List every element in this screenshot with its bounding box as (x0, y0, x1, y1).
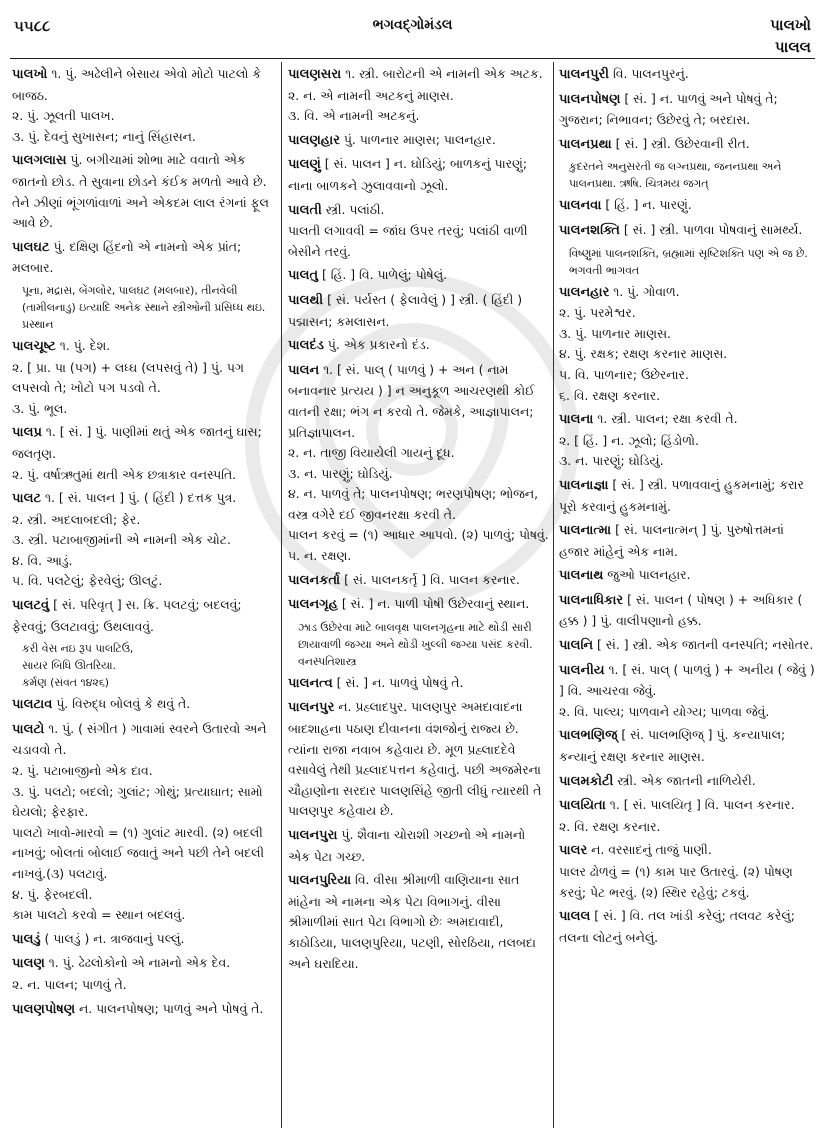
entry-definition: [ સં. પાલભણિજ્ ] પું. કન્યાપાલ; કન્યાનું રક્ષણ કરનાર માણસ. (559, 727, 786, 765)
entry-definition: [ સં. પરિવૃત્ ] સ. ક્રિ. પલટવું; બદલવું; ફેરવવું; ઉલટાવવું; ઉથલાવવું. (12, 597, 242, 634)
dictionary-entry (559, 282, 817, 407)
entry-definition: વિ. પાલનપુરનું. (609, 66, 689, 81)
dictionary-entry (12, 694, 274, 716)
entry-definition: [ સં. ] ન. પાળવું પોષવું તે. (332, 674, 464, 690)
dictionary-entry (559, 195, 817, 217)
entry-headword: પાલભણિજ્ (559, 728, 618, 744)
entry-definition: [ સં. ] સ્ત્રી. પળાવવાનું હુકમનામું; કરાર પૂરો કરવાનું હુકમનામું. (559, 476, 804, 514)
page-header (0, 0, 825, 58)
entry-definition: [ સં. પર્યસ્ત ( ફેલાવેલું ) ] સ્ત્રી. ( હિંદી ) પદ્માસન; કમલાસન. (288, 291, 523, 329)
dictionary-entry (559, 520, 817, 562)
dictionary-entry (288, 154, 550, 196)
column-divider (553, 62, 554, 1128)
entry-definition: [ સં. પાલન ( પોષણ ) + અધિકાર ( હક્ક ) ] પું. વાલીપણાનો હક્ક. (559, 591, 803, 629)
dictionary-entry (12, 595, 274, 637)
citation-quote: કરી વેસ નઇ રૂપ પાલટિઉં, સાયર બિધિ ઊતરિયા. કર્મણ (સંવત ૧૪૨૬) (22, 642, 134, 690)
dictionary-entry (12, 719, 274, 926)
entry-definition: [ સં. પાલનકર્તૃ ] વિ. પાલન કરનાર. (340, 571, 520, 587)
entry-headword: પાલપ્ર (12, 425, 42, 441)
entry-definition: [ સં. પાલનાત્મન્ ] પું. પુરુષોત્તમનાં હજાર માંહેનું એક નામ. (559, 522, 784, 559)
dictionary-entry (288, 594, 550, 616)
entry-headword: પાલનાત્મા (559, 523, 612, 539)
entry-headword: પાલનકર્તા (288, 572, 341, 588)
entry-headword: પાલગલાસ (12, 153, 67, 169)
dictionary-entry (288, 64, 550, 127)
dictionary-entry (12, 150, 274, 233)
citation-quote: ઝાડ ઉછેરવા માટે બાલવૃક્ષ પાલનગૃહના માટે થોડી સારી છાયાવાળી જગ્યા અને થોડી ખુલ્લી જગ્યા પસંદ કરવી. વનસ્પતિશાસ્ત્ર (298, 620, 533, 668)
entry-headword: પાલણ (12, 956, 45, 972)
dictionary-entry (559, 725, 817, 767)
dictionary-entry (12, 64, 274, 147)
dictionary-entry (288, 265, 550, 287)
entry-headword: પાલટવું (12, 598, 50, 614)
dictionary-entry (559, 635, 817, 657)
dictionary-entry (559, 64, 817, 86)
dictionary-entry (559, 89, 817, 131)
entry-headword: પાલતી (288, 202, 322, 218)
entry-headword: પાલનપ્રથા (559, 136, 612, 152)
dictionary-entry (12, 999, 274, 1021)
entry-headword: પાલલ (559, 909, 591, 925)
entry-headword: પાલખો (12, 67, 48, 82)
entry-headword: પાલનપોષણ (559, 91, 621, 107)
dictionary-entry (559, 134, 817, 156)
entry-definition: ન. પ્રહ્લાદપુર. પાલણપુર અમદાવાદના બાદશાહના પઠાણ દીવાનના વંશજોનું રાજ્ય છે. ત્યાંના રાજા નવાબ કહેવાય છે. મૂળ પ્રહ્લાદદેવે વસાવેલું તેથી પ્રહ્લાદપત્તન કહેવાતું. પછી અજમેરના ચૌહાણોના સરદાર પાલણસિંહે જીતી લીધું ત્યારથી તે પાલણપુર કહેવાય છે. (288, 699, 542, 819)
dictionary-entry (288, 200, 550, 263)
entry-headword: પાલનીય (559, 662, 605, 678)
column-divider (281, 62, 282, 1128)
entry-definition: ( પાલડું ) ન. ત્રાજવાનું પલ્લું. (40, 930, 185, 946)
entry-definition: વિ. વીસા શ્રીમાળી વાણિયાના સાત માંહેના એ નામના એક પેટા વિભાગનું. વીસા શ્રીમાળીમાં સાત પેટા વિભાગો છેઃ અમદાવાદી, કાઠોડિયા, પાલણપુરિયા, પટણી, સોરઠિયા, તલબદા અને ઘરાદિયા. (288, 872, 536, 971)
entry-headword: પાલનપુરિયા (288, 873, 352, 889)
header-rule (10, 58, 815, 59)
dictionary-entry (559, 795, 817, 837)
dictionary-entry (559, 590, 817, 632)
entry-headword: પાલર (559, 843, 588, 859)
entry-definition: [ સં. પાલન ] ન. ઘોડિયું; બાળકનું પારણું; નાના બાળકને ઝુલાવવાનો ઝૂલો. (288, 156, 527, 193)
entry-headword: પાલચૂષ્ટ (12, 338, 56, 354)
dictionary-entry (12, 336, 274, 419)
dictionary-entry (288, 673, 550, 695)
column-2 (288, 64, 550, 1126)
entry-headword: પાલન (288, 362, 320, 378)
entry-definition: [ સં. ] સ્ત્રી. એક જાતની વનસ્પતિ; નસોતર. (593, 637, 814, 653)
entry-definition: પું. એક પ્રકારનો દંડ. (323, 337, 430, 353)
entry-definition: ૧. સ્ત્રી. બારોટની એ નામની એક અટક. ૨. ન. એ નામની અટકનું માણસ. ૩. વિ. એ નામની અટકનું. (288, 66, 543, 124)
entry-headword: પાલદંડ (288, 338, 324, 354)
citation-quote: કુદરતને અનુસરતી જ લગ્નપ્રથા, જનનપ્રથા અને પાલનપ્રથા. ઋષિ. ચિત્રમય જગત્ (569, 160, 782, 191)
entry-definition: [ હિં. ] વિ. પાળેલું; પોષેલું. (318, 267, 448, 283)
entry-definition: ૧. [ સં. ] પું. પાણીમાં થતું એક જાતનું ઘાસ; જલતૃણ. ૨. પું. વર્ષાઋતુમાં થતી એક છત્રાકાર વનસ્પતિ. (12, 424, 262, 482)
entry-definition: ૧. પું. ( સંગીત ) ગાવામાં સ્વરને ઉતારવો અને ચડાવવો તે. ૨. પું. પટાબાજીનો એક દાવ. ૩. પું. પલટો; બદલો; ગુલાંટ; ગોથું; પ્રત્યાઘાત; સામો ઘેયલો; ફેરફાર. પાલટો ખાવો-મારવો = (૧) ગુલાંટ મારવી. (૨) બદલી નાખવું; બોલતાં બોલાઈ જવાતું અને પછી તેને બદલી નાખવું.(૩) પલટાવું. ૪. પું. ફેરબદલી. કામ પાલટો કરવો = સ્થાન બદલવું. (12, 720, 267, 923)
entry-headword: પાલનાજ્ઞા (559, 477, 609, 493)
dictionary-entry (12, 929, 274, 951)
dictionary-entry (288, 360, 550, 567)
entry-definition: ન. વરસાદનું તાજું પાણી. પાલર ઢોળવું = (૧) કામ પાર ઉતારવું. (૨) પોષણ કરવું; પેટ ભરવું. (૨) સ્થિર રહેવું; ટકવું. (559, 842, 793, 900)
entry-headword: પાલણું (288, 157, 321, 173)
running-title: ભગવદ્‌ગોમંડલ (372, 17, 453, 33)
entry-definition: જુઓ પાલનહાર. (603, 567, 691, 583)
dictionary-entry (288, 335, 550, 357)
entry-definition: પું. વિરુદ્ધ બોલવું કે થવું તે. (52, 696, 191, 712)
entry-definition: ૧. પું. અઢેલીને બેસાય એવો મોટો પાટલો કે બાજઠ. ૨. પું. ઝૂલતી પાલખ. ૩. પું. દેવનું સુખાસન; નાનું સિંહાસન. (12, 66, 261, 144)
entry-definition: પું. શૈવાના ચોરાશી ગચ્છનો એ નામનો એક પેટા ગચ્છ. (288, 827, 526, 864)
entry-definition: [ સં. ] ન. પાળી પોષી ઉછેરવાનું સ્થાન. (337, 596, 530, 612)
dictionary-entry (288, 290, 550, 332)
column-3 (559, 64, 817, 1126)
dictionary-entry (559, 409, 817, 472)
entry-definition: પું. પાળનાર માણસ; પાલનહાર. (339, 131, 496, 147)
dictionary-entry (12, 237, 274, 279)
dictionary-entry (559, 771, 817, 793)
dictionary-entry (559, 906, 817, 948)
entry-headword: પાલટો (12, 721, 45, 737)
dictionary-entry (288, 825, 550, 867)
dictionary-entry (559, 660, 817, 723)
entry-definition: પું. બગીચામાં શોભા માટે વવાતો એક જાતનો છોડ. તે સુવાના છોડને કંઈક મળતો આવે છે. તેને ઝીણાં ભૂંગળાંવાળાં અને એકદમ લાલ રંગનાં ફૂલ આવે છે. (12, 152, 269, 231)
entry-definition: [ સં. ] સ્ત્રી. ઉછેરવાની રીત. (611, 135, 750, 151)
entry-definition: [ સં. ] ન. પાળવું અને પોષવું તે; ગુજરાન; નિભાવન; ઉછેરવું તે; બરદાસ. (559, 90, 778, 128)
entry-headword: પાલનપુરા (288, 828, 338, 843)
entry-definition: ૧. સ્ત્રી. પાલન; રક્ષા કરવી તે. ૨. [ હિં. ] ન. ઝૂલો; હિંડોળો. ૩. ન. પારણું; ઘોડિયું. (559, 411, 738, 469)
entry-definition: ૧. [ સં. પાલન ] પું. ( હિંદી ) દત્તક પુત્ર. ૨. સ્ત્રી. અદલાબદલી; ફેર. ૩. સ્ત્રી. પટાબાજીમાંની એ નામની એક ચોટ. ૪. વિ. આડું. ૫. વિ. પલટેલું; ફેરવેલું; ઊલટું. (12, 490, 237, 589)
entry-headword: પાલયિતા (559, 798, 606, 814)
entry-definition: ૧. [ સં. પાલ્ ( પાળવું ) + અનીય ( જેવું ) ] વિ. આચરવા જેવું. ૨. વિ. પાલ્ય; પાળવાને યોગ્ય; પાળવા જેવું. (559, 661, 815, 719)
entry-definition: ૧. પું. ગોવાળ. ૨. પું. પરમેશ્વર. ૩. પું. પાળનાર માણસ. ૪. પું. રક્ષક; રક્ષણ કરનાર માણસ. ૫. વિ. પાળનાર; ઉછેરનાર. ૬. વિ. રક્ષણ કરનાર. (559, 283, 728, 403)
dictionary-entry (12, 953, 274, 995)
entry-headword: પાલતુ (288, 268, 319, 284)
entry-definition: [ સં. ] વિ. તલ ખાંડી કરેલું; તલવટ કરેલું; તલના લોટનું બનેલું. (559, 908, 795, 945)
entry-headword: પાલનપુર (288, 700, 335, 716)
entry-headword: પાલનપુરી (559, 67, 610, 82)
entry-headword: પાલનાધિકાર (559, 592, 624, 608)
entry-headword: પાલનત્વ (288, 675, 333, 691)
entry-headword: પાલણપોષણ (12, 1001, 76, 1017)
entry-headword: પાલનિ (559, 638, 594, 654)
dictionary-entry (12, 488, 274, 592)
entry-headword: પાલનગૃહ (288, 597, 338, 613)
entry-definition: ૧. પું. દેશ. ૨. [ પ્રા. પા (પગ) + લધ્ઘ (લપસવું તે) ] પું. પગ લપસવો તે; ખોટો પગ પડવો તે. ૩. પું. ભૂલ. (12, 337, 244, 416)
entry-headword: પાલનહાર (559, 284, 610, 300)
entry-headword: પાલમકોટી (559, 773, 614, 789)
entry-definition: ૧. પું. ઢેઢલોકોનો એ નામનો એક દેવ. ૨. ન. પાલન; પાળવું તે. (12, 955, 231, 992)
entry-headword: પાલડું (12, 931, 41, 947)
dictionary-entry (559, 565, 817, 587)
entry-headword: પાલનવા (559, 198, 602, 214)
entry-definition: ૧. [ સં. પાલ્ ( પાળવું ) + અન ( નામ બનાવનાર પ્રત્યય ) ] ન અનુકૂળ આચરણથી કોઈ વાતની રક્ષા; ભંગ ન કરવો તે. જેમકે, આજ્ઞાપાલન; પ્રતિજ્ઞાપાલન. ૨. ન. તાજી વિયાયેલી ગાયનું દૂધ. ૩. ન. પારણું; ઘોડિયું. ૪. ન. પાળવું તે; પાલનપોષણ; ભરણપોષણ; ભોજન, વસ્ત્ર વગેરે દઈ જીવનરક્ષા કરવી તે. પાલન કરવું = (૧) આધાર આપવો. (૨) પાળવું; પોષવું. ૫. ન. રક્ષણ. (288, 361, 549, 564)
entry-definition: [ સં. ] સ્ત્રી. પાળવા પોષવાનું સામર્થ્ય. (619, 221, 803, 237)
entry-headword: પાલઘટ (12, 239, 50, 255)
dictionary-entry (559, 220, 817, 242)
entry-headword: પાલનશક્તિ (559, 222, 620, 238)
citation-quote: વિષ્ણુમાં પાલનશક્તિ, બ્રહ્મામાં સૃષ્ટિશક્તિ પણ એ જ છે. ભગવતી ભાગવત (569, 246, 808, 277)
dictionary-entry (288, 697, 550, 822)
dictionary-entry (288, 870, 550, 974)
entry-definition: ૧. [ સં. પાલયિતૃ ] વિ. પાલન કરનાર. ૨. વિ. રક્ષણ કરનાર. (559, 797, 795, 834)
dictionary-entry (288, 570, 550, 592)
entry-headword: પાલણસરા (288, 67, 342, 82)
citation-quote: પૂના, મદ્રાસ, બેંગલોર, પાલઘટ (મલબાર), તીનવેલી (તામીલનાડુ) ઇત્યાદિ અનેક સ્થાને સ્ત્રીઓની પ્રસિધ્ધ થઇ. પ્રસ્થાન (22, 283, 266, 331)
entry-headword: પાલણહાર (288, 132, 340, 148)
entry-definition: પું. દક્ષિણ હિંદનો એ નામનો એક પ્રાંત; મલબાર. (12, 238, 242, 276)
entry-definition: ન. પાલનપોષણ; પાળવું અને પોષવું તે. (75, 1000, 264, 1016)
entry-definition: [ હિં. ] ન. પારણું. (601, 197, 692, 213)
entry-definition: સ્ત્રી. પલાંઠી. પાલતી લગાવવી = જાંઘ ઉપર તરવું; પલાંઠી વાળી બેસીને તરવું. (288, 201, 528, 259)
column-1 (12, 64, 274, 1126)
dictionary-entry (559, 840, 817, 903)
entry-headword: પાલટાવ (12, 697, 53, 713)
entry-definition: સ્ત્રી. એક જાતની નાળિયેરી. (613, 772, 756, 788)
entry-headword: પાલના (559, 412, 594, 428)
dictionary-entry (12, 422, 274, 485)
page-number: ૫૫૮૮ (14, 17, 51, 35)
guide-words: પાલખો પાલલ (770, 16, 811, 56)
entry-headword: પાલથી (288, 292, 324, 308)
entry-headword: પાલનાથ (559, 568, 604, 584)
dictionary-entry (288, 130, 550, 152)
entry-headword: પાલટ (12, 491, 42, 507)
dictionary-entry (559, 475, 817, 517)
